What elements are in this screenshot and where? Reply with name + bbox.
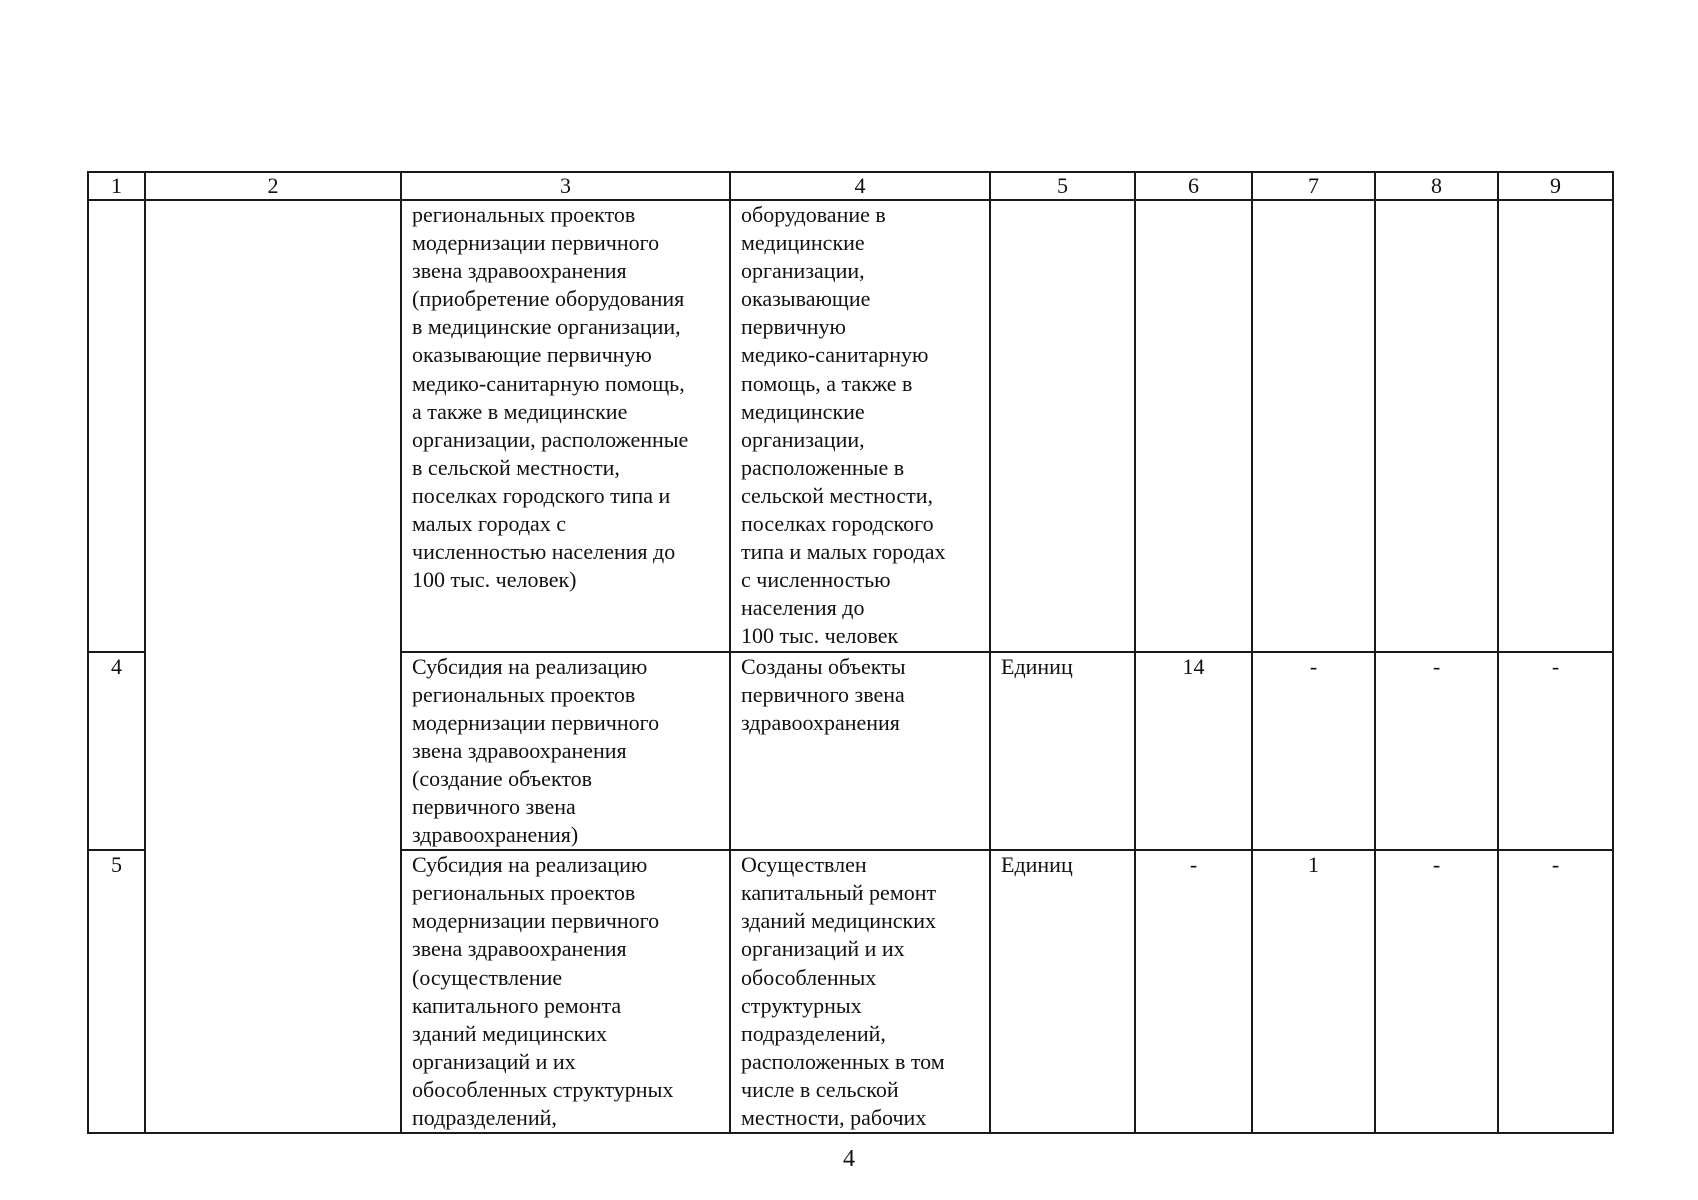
header-cell-1: 1 — [88, 172, 145, 200]
value-col-8: - — [1375, 652, 1498, 851]
header-row — [88, 172, 1613, 200]
value-col-7: 1 — [1252, 850, 1375, 1133]
value-col-6: 14 — [1135, 652, 1252, 851]
row-number: 5 — [88, 850, 145, 1133]
header-cell-6: 6 — [1135, 172, 1252, 200]
data-table — [87, 171, 1614, 1134]
row-number — [88, 200, 145, 652]
page-number: 4 — [843, 1146, 855, 1172]
unit-cell: Единиц — [990, 850, 1135, 1133]
value-col-8: - — [1375, 850, 1498, 1133]
merged-column-2 — [145, 200, 401, 1133]
header-cell-9: 9 — [1498, 172, 1613, 200]
value-col-6: - — [1135, 850, 1252, 1133]
value-col-9 — [1498, 200, 1613, 652]
header-cell-3: 3 — [401, 172, 730, 200]
row-number: 4 — [88, 652, 145, 851]
unit-cell — [990, 200, 1135, 652]
value-col-9: - — [1498, 652, 1613, 851]
result-description: Созданы объекты первичного звена здравоохранения — [730, 652, 990, 851]
value-col-7: - — [1252, 652, 1375, 851]
header-cell-5: 5 — [990, 172, 1135, 200]
event-description: Субсидия на реализацию региональных проектов модернизации первичного звена здравоохранения (создание объектов первичного звена здравоохранения) — [401, 652, 730, 851]
value-col-8 — [1375, 200, 1498, 652]
value-col-6 — [1135, 200, 1252, 652]
header-cell-2: 2 — [145, 172, 401, 200]
event-description: Субсидия на реализацию региональных проектов модернизации первичного звена здравоохранения (осуществление капитального ремонта зданий медицинских организаций и их обособленных структурных подразделений, — [401, 850, 730, 1133]
result-description: Осуществлен капитальный ремонт зданий медицинских организаций и их обособленных структурных подразделений, расположенных в том числе в сельской местности, рабочих — [730, 850, 990, 1133]
value-col-9: - — [1498, 850, 1613, 1133]
event-description: региональных проектов модернизации первичного звена здравоохранения (приобретение оборудования в медицинские организации, оказывающие первичную медико-санитарную помощь, а также в медицинские организации, расположенные в сельской местности, поселках городского типа и малых городах с численностью населения до 100 тыс. человек) — [401, 200, 730, 652]
result-description: оборудование в медицинские организации, оказывающие первичную медико-санитарную помощь, а также в медицинские организации, расположенные в сельской местности, поселках городского типа и малых городах с численностью населения до 100 тыс. человек — [730, 200, 990, 652]
table-row — [88, 200, 1613, 652]
header-cell-4: 4 — [730, 172, 990, 200]
header-cell-7: 7 — [1252, 172, 1375, 200]
header-cell-8: 8 — [1375, 172, 1498, 200]
value-col-7 — [1252, 200, 1375, 652]
unit-cell: Единиц — [990, 652, 1135, 851]
